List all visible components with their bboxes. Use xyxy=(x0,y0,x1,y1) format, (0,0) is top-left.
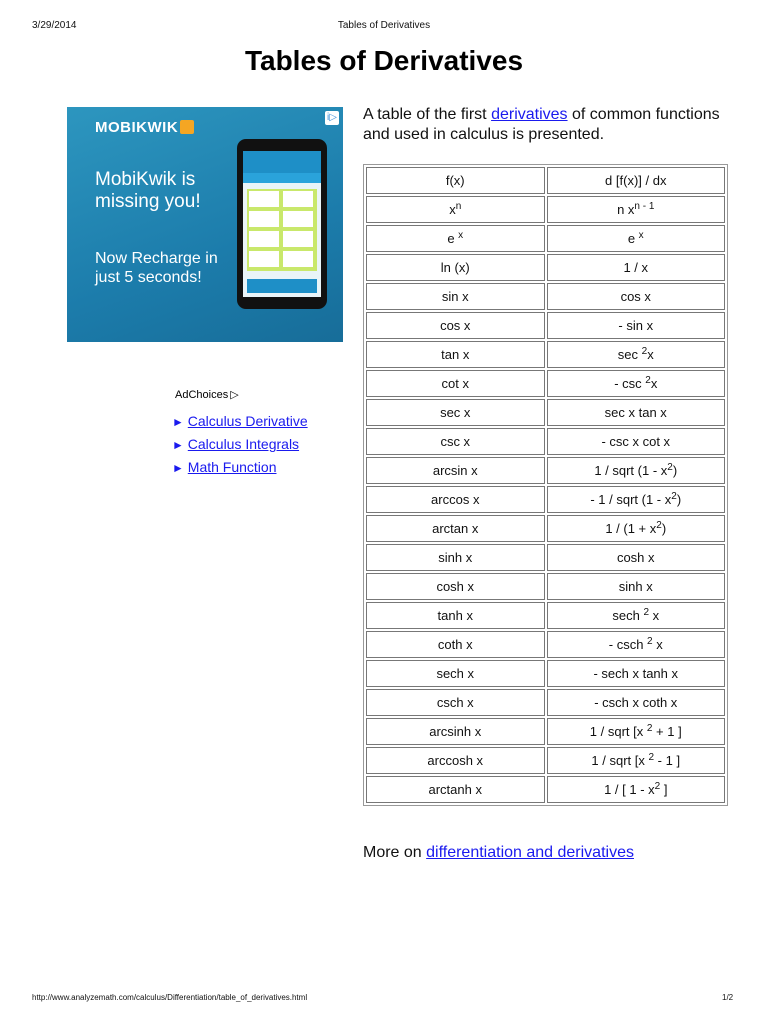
function-cell-text: sech x xyxy=(436,666,475,681)
derivative-cell-superscript: 2 xyxy=(648,752,655,763)
table-row xyxy=(366,544,725,571)
table-header-row xyxy=(366,167,725,194)
derivative-cell xyxy=(547,660,726,687)
function-cell xyxy=(366,457,545,484)
table-row xyxy=(366,515,725,542)
derivative-cell xyxy=(547,254,726,281)
derivative-cell xyxy=(547,776,726,803)
print-footer-page: 1/2 xyxy=(722,993,734,1002)
sponsored-link-item[interactable] xyxy=(172,410,308,433)
header-cell-function: f(x) xyxy=(366,167,545,194)
derivative-cell-text-after: ) xyxy=(672,463,678,478)
phone-app-tile xyxy=(283,211,313,227)
phone-app-grid xyxy=(247,189,317,271)
derivative-cell-superscript: x xyxy=(638,230,644,241)
phone-app-bar xyxy=(243,151,321,173)
function-cell xyxy=(366,544,545,571)
adchoices-icon: ▷ xyxy=(230,389,239,401)
function-cell-text: cot x xyxy=(441,376,469,391)
table-row xyxy=(366,370,725,397)
wallet-icon xyxy=(180,120,194,134)
derivative-cell xyxy=(547,573,726,600)
function-cell-text: e xyxy=(447,231,459,246)
link-math-function[interactable]: Math Function xyxy=(187,459,277,475)
derivative-cell-superscript: 2 xyxy=(656,520,662,531)
derivative-cell xyxy=(547,312,726,339)
function-cell-text: tan x xyxy=(441,347,470,362)
derivative-cell xyxy=(547,225,726,252)
derivative-cell-text: 1 / x xyxy=(623,260,649,275)
table-row xyxy=(366,486,725,513)
function-cell xyxy=(366,225,545,252)
print-footer-url: http://www.analyzemath.com/calculus/Differentiation/table_of_derivatives.html xyxy=(32,993,308,1002)
derivative-cell xyxy=(547,341,726,368)
derivative-cell xyxy=(547,457,726,484)
table-row xyxy=(366,399,725,426)
derivative-cell-text-after: ) xyxy=(661,521,667,536)
derivative-cell-text: sec x tan x xyxy=(604,405,667,420)
derivative-cell-text: - csch xyxy=(608,637,648,652)
derivative-cell-superscript: 2 xyxy=(667,462,673,473)
table-row xyxy=(366,776,725,803)
function-cell-text: arcsinh x xyxy=(429,724,482,739)
table-row xyxy=(366,225,725,252)
adchoices-link[interactable] xyxy=(175,388,239,401)
derivative-cell-superscript: 2 xyxy=(646,723,653,734)
ad-info-icon[interactable]: i▷ xyxy=(325,111,339,125)
derivative-cell-text: - csc x cot x xyxy=(601,434,671,449)
derivative-cell-text: sec xyxy=(617,347,642,362)
function-cell-superscript: x xyxy=(458,230,464,241)
function-cell-text: sinh x xyxy=(438,550,473,565)
phone-app-tile xyxy=(283,191,313,207)
derivatives-link[interactable]: derivatives xyxy=(491,106,568,123)
more-text-before: More on xyxy=(363,844,427,861)
derivative-cell-text-after: x xyxy=(647,347,654,362)
function-cell-text: csc x xyxy=(440,434,471,449)
sponsored-links xyxy=(172,410,308,479)
ad-brand-name: MOBIKWIK xyxy=(95,119,179,136)
table-row xyxy=(366,718,725,745)
phone-app-tile xyxy=(249,251,279,267)
derivative-cell xyxy=(547,689,726,716)
derivative-cell-text: n x xyxy=(617,202,635,217)
function-cell xyxy=(366,312,545,339)
function-cell-text: cosh x xyxy=(436,579,475,594)
derivative-cell-text: cosh x xyxy=(616,550,655,565)
derivative-cell-text: cos x xyxy=(620,289,651,304)
print-date: 3/29/2014 xyxy=(32,20,77,31)
derivative-cell-text: - csc xyxy=(614,376,646,391)
derivative-cell-text: - sech x tanh x xyxy=(593,666,679,681)
function-cell-text: sec x xyxy=(440,405,471,420)
derivative-cell-text: 1 / sqrt (1 - x xyxy=(594,463,668,478)
derivative-cell-text-after: ) xyxy=(676,492,682,507)
function-cell-text: x xyxy=(449,202,456,217)
function-cell-text: sin x xyxy=(441,289,469,304)
function-cell-text: arccos x xyxy=(431,492,480,507)
derivative-cell xyxy=(547,399,726,426)
function-cell-text: arctan x xyxy=(432,521,479,536)
table-row xyxy=(366,457,725,484)
derivative-cell xyxy=(547,602,726,629)
intro-text-before: A table of the first xyxy=(363,106,492,123)
link-calculus-derivative[interactable]: Calculus Derivative xyxy=(187,413,308,429)
function-cell xyxy=(366,515,545,542)
derivative-cell-superscript: 2 xyxy=(671,491,677,502)
function-cell-text: coth x xyxy=(437,637,473,652)
derivative-cell-text: - csch x coth x xyxy=(594,695,678,710)
function-cell xyxy=(366,689,545,716)
derivative-cell xyxy=(547,196,726,223)
derivative-cell xyxy=(547,486,726,513)
phone-app-footer xyxy=(247,279,317,293)
ad-brand-logo xyxy=(95,119,194,136)
function-cell xyxy=(366,196,545,223)
function-cell xyxy=(366,254,545,281)
phone-app-tile xyxy=(283,231,313,247)
table-row xyxy=(366,283,725,310)
table-row xyxy=(366,602,725,629)
derivative-cell-text: 1 / sqrt [x xyxy=(591,753,649,768)
derivative-cell-text: 1 / [ 1 - x xyxy=(604,782,655,797)
sponsored-link-item[interactable] xyxy=(172,456,308,479)
table-row xyxy=(366,254,725,281)
function-cell xyxy=(366,486,545,513)
derivative-cell xyxy=(547,428,726,455)
phone-app-tile xyxy=(283,251,313,267)
derivative-cell-text-after: - 1 ] xyxy=(654,753,681,768)
function-cell-text: csch x xyxy=(436,695,474,710)
derivative-cell-text-after: x xyxy=(652,637,663,652)
function-cell-text: arccosh x xyxy=(427,753,484,768)
ad-subheadline: Now Recharge in just 5 seconds! xyxy=(95,250,218,286)
derivative-cell-text-after: x xyxy=(649,608,660,623)
function-cell-text: cos x xyxy=(440,318,471,333)
table-row xyxy=(366,196,725,223)
advertisement-banner[interactable] xyxy=(67,107,343,342)
derivative-cell xyxy=(547,544,726,571)
triangle-right-icon: ► xyxy=(172,438,184,452)
function-cell-text: ln (x) xyxy=(440,260,470,275)
link-calculus-integrals[interactable]: Calculus Integrals xyxy=(187,436,300,452)
triangle-right-icon: ► xyxy=(172,461,184,475)
function-cell-text: tanh x xyxy=(437,608,473,623)
function-cell-superscript: n xyxy=(455,201,462,212)
derivative-cell xyxy=(547,631,726,658)
derivative-cell-text-after: ] xyxy=(660,782,668,797)
phone-app-tile xyxy=(249,211,279,227)
derivative-cell xyxy=(547,283,726,310)
derivative-cell-text: - sin x xyxy=(618,318,654,333)
derivative-cell xyxy=(547,747,726,774)
function-cell xyxy=(366,573,545,600)
table-row xyxy=(366,689,725,716)
table-row xyxy=(366,341,725,368)
derivative-cell-text-after: + 1 ] xyxy=(652,724,682,739)
more-paragraph xyxy=(363,844,634,862)
adchoices-label: AdChoices xyxy=(175,389,229,401)
derivative-cell-text-after: x xyxy=(650,376,658,391)
table-row xyxy=(366,428,725,455)
derivative-cell-text: e xyxy=(627,231,639,246)
function-cell-text: arctanh x xyxy=(428,782,482,797)
header-cell-derivative: d [f(x)] / dx xyxy=(547,167,726,194)
derivative-cell-text: sinh x xyxy=(618,579,653,594)
phone-app-tile xyxy=(249,191,279,207)
function-cell xyxy=(366,747,545,774)
table-row xyxy=(366,573,725,600)
intro-paragraph xyxy=(363,105,733,145)
phone-screen xyxy=(243,151,321,297)
phone-image xyxy=(237,139,327,309)
triangle-right-icon: ► xyxy=(172,415,184,429)
derivative-cell xyxy=(547,370,726,397)
table-row xyxy=(366,660,725,687)
derivative-cell-text: 1 / sqrt [x xyxy=(589,724,647,739)
function-cell xyxy=(366,776,545,803)
derivative-cell-superscript: 2 xyxy=(641,346,648,357)
derivative-cell xyxy=(547,718,726,745)
derivatives-table xyxy=(363,164,728,806)
table-row xyxy=(366,631,725,658)
derivative-cell-superscript: 2 xyxy=(645,375,651,386)
table-row xyxy=(366,747,725,774)
function-cell xyxy=(366,283,545,310)
derivative-cell-text: sech xyxy=(612,608,644,623)
ad-headline: MobiKwik is missing you! xyxy=(95,169,201,212)
derivative-cell-superscript: 2 xyxy=(654,781,661,792)
intro-text-after: of common functions and used in calculus is presented. xyxy=(363,106,720,143)
function-cell xyxy=(366,399,545,426)
function-cell xyxy=(366,370,545,397)
derivative-cell-text: - 1 / sqrt (1 - x xyxy=(590,492,672,507)
function-cell xyxy=(366,718,545,745)
function-cell xyxy=(366,428,545,455)
function-cell xyxy=(366,602,545,629)
print-header-title: Tables of Derivatives xyxy=(337,20,431,31)
sponsored-link-item[interactable] xyxy=(172,433,308,456)
phone-app-subbar xyxy=(243,173,321,183)
function-cell xyxy=(366,631,545,658)
differentiation-link[interactable]: differentiation and derivatives xyxy=(426,844,634,861)
table-row xyxy=(366,312,725,339)
derivative-cell-superscript: n - 1 xyxy=(634,201,655,212)
derivative-cell-superscript: 2 xyxy=(647,636,653,647)
derivative-cell xyxy=(547,515,726,542)
page-title: Tables of Derivatives xyxy=(244,45,524,76)
function-cell xyxy=(366,660,545,687)
function-cell xyxy=(366,341,545,368)
derivative-cell-text: 1 / (1 + x xyxy=(605,521,657,536)
function-cell-text: arcsin x xyxy=(432,463,478,478)
derivative-cell-superscript: 2 xyxy=(643,607,649,618)
phone-app-tile xyxy=(249,231,279,247)
